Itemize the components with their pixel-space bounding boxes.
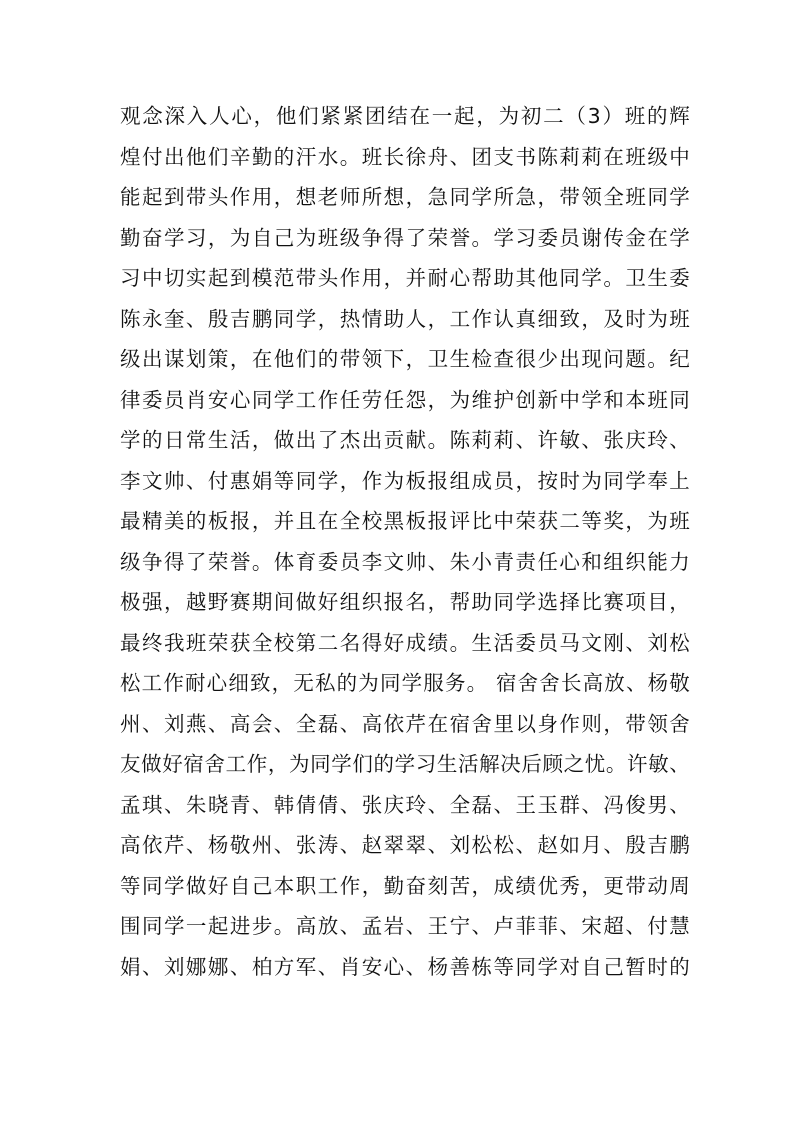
text-line: 陈永奎、殷吉鹏同学，热情助人，工作认真细致，及时为班: [120, 306, 690, 331]
text-line: 勤奋学习，为自己为班级争得了荣誉。学习委员谢传金在学: [120, 225, 690, 250]
text-line: 级争得了荣誉。体育委员李文帅、朱小青责任心和组织能力: [120, 549, 690, 574]
text-line: 高依芹、杨敬州、张涛、赵翠翠、刘松松、赵如月、殷吉鹏: [120, 833, 690, 857]
text-line: 最精美的板报，并且在全校黑板报评比中荣获二等奖，为班: [120, 509, 690, 533]
text-line: 友做好宿舍工作，为同学们的学习生活解决后顾之忧。许敏、: [120, 752, 690, 776]
text-line: 极强，越野赛期间做好组织报名，帮助同学选择比赛项目，: [120, 590, 690, 614]
text-line: 孟琪、朱晓青、韩倩倩、张庆玲、全磊、王玉群、冯俊男、: [120, 792, 690, 817]
text-line: 习中切实起到模范带头作用，并耐心帮助其他同学。卫生委: [120, 266, 690, 290]
text-line: 娟、刘娜娜、柏方军、肖安心、杨善栋等同学对自己暂时的: [120, 954, 690, 979]
text-line: 能起到带头作用，想老师所想，急同学所急，带领全班同学: [120, 185, 690, 209]
text-line: 李文帅、付惠娟等同学，作为板报组成员，按时为同学奉上: [120, 468, 690, 493]
text-line: 煌付出他们辛勤的汗水。班长徐舟、团支书陈莉莉在班级中: [120, 144, 690, 169]
text-line: 松工作耐心细致，无私的为同学服务。 宿舍舍长高放、杨敬: [120, 671, 690, 695]
text-line: 观念深入人心，他们紧紧团结在一起，为初二（3）班的辉: [120, 104, 690, 128]
text-line: 律委员肖安心同学工作任劳任怨，为维护创新中学和本班同: [120, 387, 690, 412]
text-line: 围同学一起进步。高放、孟岩、王宁、卢菲菲、宋超、付慧: [120, 914, 690, 938]
text-line: 州、刘燕、高会、全磊、高依芹在宿舍里以身作则，带领舍: [120, 711, 690, 736]
text-line: 最终我班荣获全校第二名得好成绩。生活委员马文刚、刘松: [120, 630, 690, 655]
text-line: 学的日常生活，做出了杰出贡献。陈莉莉、许敏、张庆玲、: [120, 428, 690, 452]
text-line: 等同学做好自己本职工作，勤奋刻苦，成绩优秀，更带动周: [120, 873, 690, 898]
body-paragraph: [120, 96, 690, 987]
text-line: 级出谋划策，在他们的带领下，卫生检查很少出现问题。纪: [120, 347, 690, 371]
